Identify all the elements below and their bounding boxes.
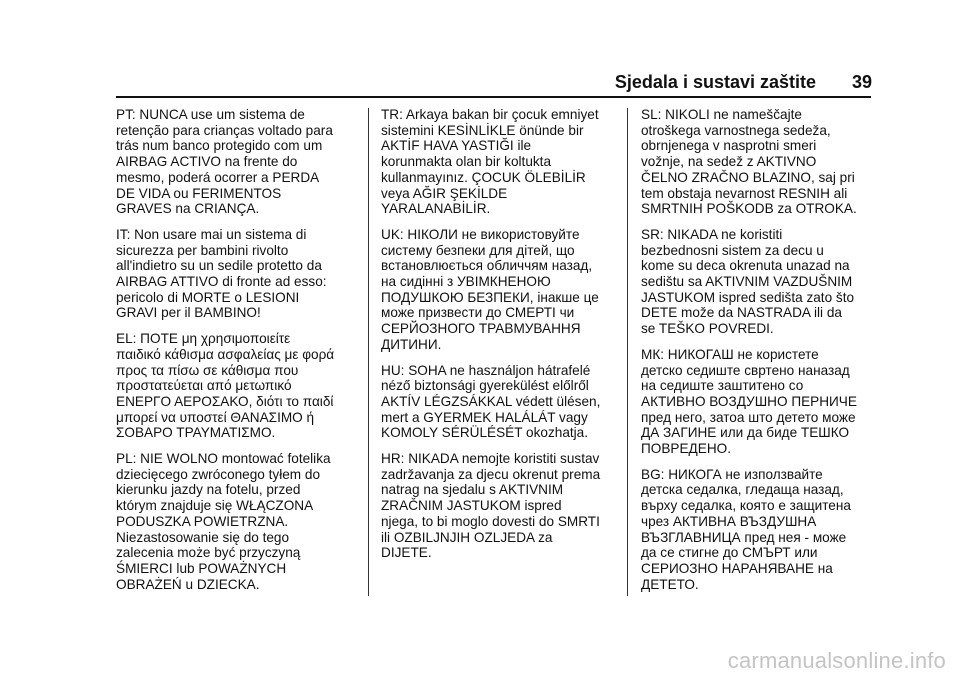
warning-sr: SR: NIKADA ne koristiti bezbednosni sistem za decu u kome su deca okrenuta unazad na sedištu sa AKTIVNIM VAZDUŠNIM JASTUKOM ispred sedišta zato što DETE može da NASTRADA ili da se TEŠKO POVREDI. (641, 226, 855, 337)
warning-tr: TR: Arkaya bakan bir çocuk emniyet sistemini KESİNLİKLE önünde bir AKTİF HAVA YASTIĞI ile korunmakta olan bir koltukta kullanmayınız. ÇOCUK ÖLEBİLİR veya AĞIR ŞEKİLDE YARALANABİLİR. (381, 107, 599, 217)
header-rule (116, 96, 871, 98)
text-column-2 (381, 107, 621, 571)
column-divider (368, 108, 369, 596)
page-header (0, 0, 960, 100)
warning-el: EL: ΠΟΤΕ μη χρησιμοποιείτε παιδικό κάθισμα ασφαλείας με φορά προς τα πίσω σε κάθισμα που προστατεύεται από μετωπικό ΕΝΕΡΓΟ ΑΕΡΟΣΑΚΟ, διότι το παιδί μπορεί να υποστεί ΘΑΝΑΣΙΜΟ ή ΣΟΒΑΡΟ ΤΡΑΥΜΑΤΙΣΜΟ. (116, 331, 335, 441)
warning-bg: BG: НИКОГА не използвайте детска седалка, гледаща назад, върху седалка, която е защитена чрез АКТИВНА ВЪЗДУШНА ВЪЗГЛАВНИЦА пред нея - може да се стигне до СМЪРТ или СЕРИОЗНО НАРАНЯВАНЕ на ДЕТЕТО. (641, 466, 851, 592)
watermark: carmanualsonline.info (727, 648, 946, 673)
text-column-1 (116, 107, 356, 602)
text-column-3 (641, 107, 881, 602)
warning-pt: PT: NUNCA use um sistema de retenção para crianças voltado para trás num banco protegido com um AIRBAG ACTIVO na frente do mesmo, poderá ocorrer a PERDA DE VIDA ou FERIMENTOS GRAVES na CRIANÇA. (116, 107, 333, 217)
page-number: 39 (851, 72, 872, 92)
column-divider (627, 108, 628, 596)
warning-sl: SL: NIKOLI ne nameščajte otroškega varnostnega sedeža, obrnjenega v nasprotni smeri vožnje, na sedež z AKTIVNO ČELNO ZRAČNO BLAZINO, saj pri tem obstaja nevarnost RESNIH ali SMRTNIH POŠKODB za OTROKA. (641, 107, 857, 217)
warning-mk: МК: НИКОГАШ не користете детско седиште свртено наназад на седиште заштитено со АКТИВНО ВОЗДУШНО ПЕРНИЧЕ пред него, затоа што детето може ДА ЗАГИНЕ или да биде ТЕШКО ПОВРЕДЕНО. (641, 346, 857, 457)
section-title: Sjedala i sustavi zaštite (614, 72, 816, 92)
warning-hu: HU: SOHA ne használjon hátrafelé néző biztonsági gyerekülést előlről AKTÍV LÉGZSÁKKAL védett ülésen, mert a GYERMEK HALÁLÁT vagy KOMOLY SÉRÜLÉSÉT okozhatja. (381, 362, 601, 441)
warning-hr: HR: NIKADA nemojte koristiti sustav zadržavanja za djecu okrenut prema natrag na sjedalu s AKTIVNIM ZRAČNIM JASTUKOM ispred njega, to bi moglo dovesti do SMRTI ili OZBILJNJIH OZLJEDA za DIJETE. (381, 451, 601, 561)
warning-it: IT: Non usare mai un sistema di sicurezza per bambini rivolto all'indietro su un sedile protetto da AIRBAG ATTIVO di fronte ad esso: pericolo di MORTE o LESIONI GRAVI per il BAMBINO! (116, 226, 327, 321)
warning-pl: PL: NIE WOLNO montować fotelika dziecięcego zwróconego tyłem do kierunku jazdy na fotelu, przed którym znajduje się WŁĄCZONA PODUSZKA POWIETRZNA. Niezastosowanie się do tego zalecenia może być przyczyną ŚMIERCI lub POWAŻNYCH OBRAŻEŃ u DZIECKA. (116, 451, 331, 592)
warning-uk: UK: НІКОЛИ не використовуйте систему безпеки для дітей, що встановлюється обличчям назад, на сидінні з УВІМКНЕНОЮ ПОДУШКОЮ БЕЗПЕКИ, інакше це може призвести до СМЕРТІ чи СЕРЙОЗНОГО ТРАВМУВАННЯ ДИТИНИ. (381, 226, 599, 352)
